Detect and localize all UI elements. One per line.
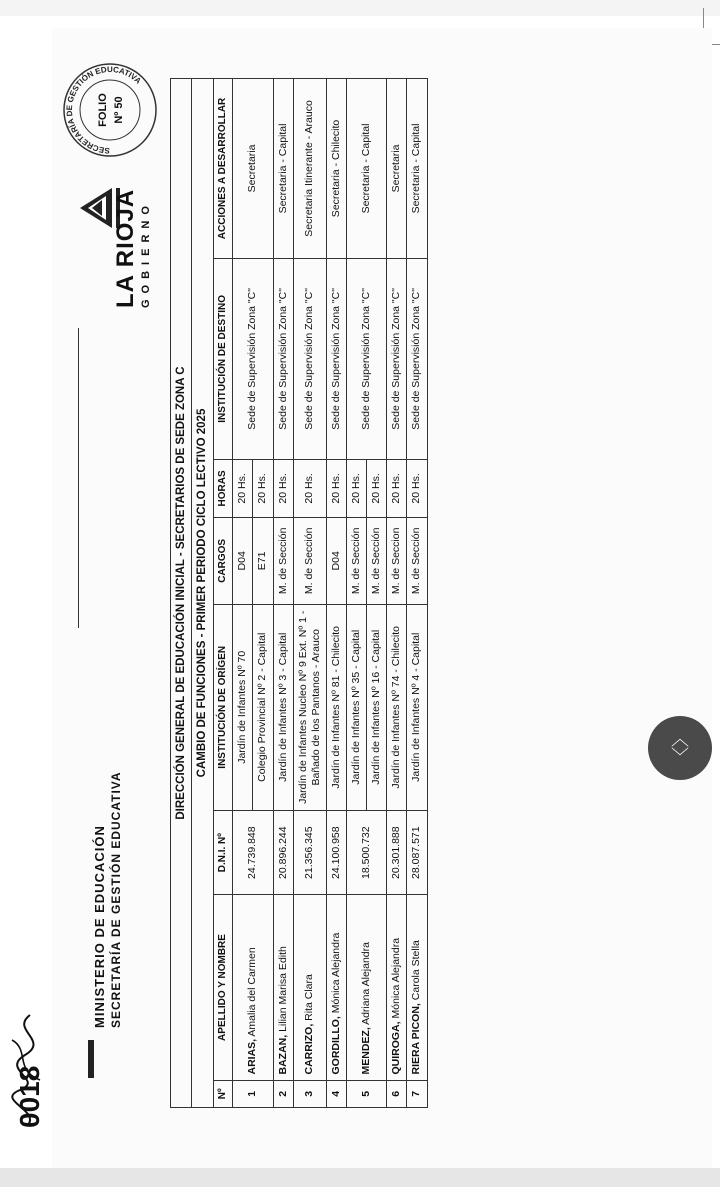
horas: 20 Hs. — [367, 459, 387, 517]
person-name — [387, 895, 407, 1080]
given-name: Rita Clara — [303, 974, 316, 1021]
stamp-ring-text: SECRETARÍA DE GESTIÓN EDUCATIVA — [64, 64, 143, 156]
action: Secretaria - Capital — [347, 79, 387, 259]
horas: 20 Hs. — [273, 459, 293, 517]
header-rule — [78, 328, 79, 628]
horas: 20 Hs. — [233, 459, 253, 517]
origin: Jardín de Infantes Nº 16 - Capital — [367, 604, 387, 810]
surname: ARIAS, — [246, 1038, 259, 1075]
col-header-horas: HORAS — [213, 459, 233, 517]
table-row — [407, 79, 427, 1108]
origin: Jardín de Infantes Nº 4 - Capital — [407, 604, 427, 810]
origin: Jardín de Infantes Nº 81 - Chilecito — [326, 604, 346, 810]
given-name: Adriana Alejandra — [360, 942, 373, 1025]
destination: Sede de Supervisión Zona "C" — [387, 258, 407, 459]
chevron-up-icon: ︿ — [671, 729, 689, 749]
destination: Sede de Supervisión Zona "C" — [407, 258, 427, 459]
dni: 24.739.848 — [233, 810, 273, 895]
action: Secretaria — [387, 79, 407, 259]
cargo: D04 — [326, 517, 346, 604]
origin: Jardín de Infantes Nº 74 - Chilecito — [387, 604, 407, 810]
destination: Sede de Supervisión Zona "C" — [273, 258, 293, 459]
surname: QUIROGA, — [390, 1021, 403, 1075]
table-row — [347, 79, 367, 1108]
cargo: M. de Sección — [273, 517, 293, 604]
top-bar — [0, 0, 720, 16]
col-header-destination: INSTITUCIÓN DE DESTINO — [213, 258, 233, 459]
row-number: 7 — [407, 1080, 427, 1107]
action: Secretaria - Chilecito — [326, 79, 346, 259]
given-name: Mónica Alejandra — [390, 937, 403, 1019]
surname: MENDEZ, — [360, 1027, 373, 1075]
ministry-mark — [88, 1040, 94, 1078]
row-number: 4 — [326, 1080, 346, 1107]
horas: 20 Hs. — [387, 459, 407, 517]
stamp-folio-number: Nº 50 — [113, 96, 125, 124]
stamp-folio-label: FOLIO — [97, 93, 109, 127]
person-name — [273, 895, 293, 1080]
horas: 20 Hs. — [407, 459, 427, 517]
table-row — [293, 79, 326, 1108]
table-row — [273, 79, 293, 1108]
dni: 24.100.958 — [326, 810, 346, 895]
rotated-page — [52, 48, 712, 1148]
row-number: 2 — [273, 1080, 293, 1107]
horas: 20 Hs. — [253, 459, 273, 517]
destination: Sede de Supervisión Zona "C" — [293, 258, 326, 459]
horas: 20 Hs. — [347, 459, 367, 517]
destination: Sede de Supervisión Zona "C" — [347, 258, 387, 459]
horas: 20 Hs. — [326, 459, 346, 517]
origin: Jardín de Infantes Nº 35 - Capital — [347, 604, 367, 810]
cargo: E71 — [253, 517, 273, 604]
brand-sub: GOBIERNO — [140, 200, 152, 308]
brand-block — [112, 189, 152, 308]
table-row — [233, 79, 253, 1108]
brand-name: LA RIOJA — [112, 188, 139, 308]
row-number: 6 — [387, 1080, 407, 1107]
dni: 18.500.732 — [347, 810, 387, 895]
horas: 20 Hs. — [293, 459, 326, 517]
dni: 28.087.571 — [407, 810, 427, 895]
row-number: 1 — [233, 1080, 273, 1107]
page-nav-toggle[interactable] — [648, 716, 712, 780]
origin: Colegio Provincial Nº 2 - Capital — [253, 604, 273, 810]
origin: Jardín de Infantes Nucleo Nº 9 Ext. Nº 1 - Bañado de los Pantanos - Arauco — [293, 604, 326, 810]
person-name — [233, 895, 273, 1080]
cargo: M. de Sección — [293, 517, 326, 604]
margin-number: 0018 — [14, 1065, 45, 1128]
origin: Jardín de Infantes Nº 3 - Capital — [273, 604, 293, 810]
ministry-line-2: SECRETARÍA DE GESTIÓN EDUCATIVA — [109, 771, 123, 1028]
row-number: 5 — [347, 1080, 387, 1107]
person-name — [293, 895, 326, 1080]
cargo: M. de Seccion — [387, 517, 407, 604]
col-header-origin: INSTITUCIÓN DE ORÍGEN — [213, 604, 233, 810]
col-header-actions: ACCIONES A DESARROLLAR — [213, 79, 233, 259]
table-title: DIRECCIÓN GENERAL DE EDUCACIÓN INICIAL - SECRETARIOS DE SEDE ZONA C — [171, 79, 192, 1108]
origin: Jardín de Infantes Nº 70 — [233, 604, 253, 810]
given-name: Lilian Marisa Edith — [276, 946, 289, 1032]
given-name: Amalia del Carmen — [246, 947, 259, 1037]
person-name — [347, 895, 387, 1080]
action: Secretaria - Capital — [407, 79, 427, 259]
person-name — [326, 895, 346, 1080]
person-name — [407, 895, 427, 1080]
col-header-cargos: CARGOS — [213, 517, 233, 604]
folio-stamp — [62, 62, 158, 158]
surname: BAZAN, — [276, 1034, 289, 1075]
destination: Sede de Supervisión Zona "C" — [233, 258, 273, 459]
cargo: M. de Sección — [407, 517, 427, 604]
action: Secretaria Itinerante - Arauco — [293, 79, 326, 259]
chevron-down-icon: ﹀ — [671, 747, 689, 767]
action: Secretaria — [233, 79, 273, 259]
destination: Sede de Supervisión Zona "C" — [326, 258, 346, 459]
table-row — [387, 79, 407, 1108]
row-number: 3 — [293, 1080, 326, 1107]
table-row — [326, 79, 346, 1108]
bottom-bar — [0, 1168, 720, 1187]
col-header-name: APELLIDO Y NOMBRE — [213, 895, 233, 1080]
ministry-heading — [92, 771, 123, 1028]
table-subtitle: CAMBIO DE FUNCIONES - PRIMER PERIODO CICLO LECTIVO 2025 — [192, 79, 213, 1108]
cargo: M. de Sección — [367, 517, 387, 604]
surname: GORDILLO, — [329, 1016, 342, 1075]
given-name: Mónica Alejandra — [329, 932, 342, 1014]
col-header-dni: D.N.I. Nº — [213, 810, 233, 895]
surname: RIERA PICON, — [410, 1003, 423, 1075]
cargo: M. de Sección — [347, 517, 367, 604]
secretaries-table — [170, 78, 428, 1108]
dni: 20.896.244 — [273, 810, 293, 895]
surname: CARRIZO, — [303, 1023, 316, 1075]
document-sheet — [52, 28, 712, 1168]
given-name: Carola Stella — [410, 940, 423, 1001]
cargo: D04 — [233, 517, 253, 604]
col-header-number: Nº — [213, 1080, 233, 1107]
dni: 21.356.345 — [293, 810, 326, 895]
action: Secretaria - Capital — [273, 79, 293, 259]
dni: 20.301.888 — [387, 810, 407, 895]
ministry-line-1: MINISTERIO DE EDUCACIÓN — [92, 825, 107, 1028]
